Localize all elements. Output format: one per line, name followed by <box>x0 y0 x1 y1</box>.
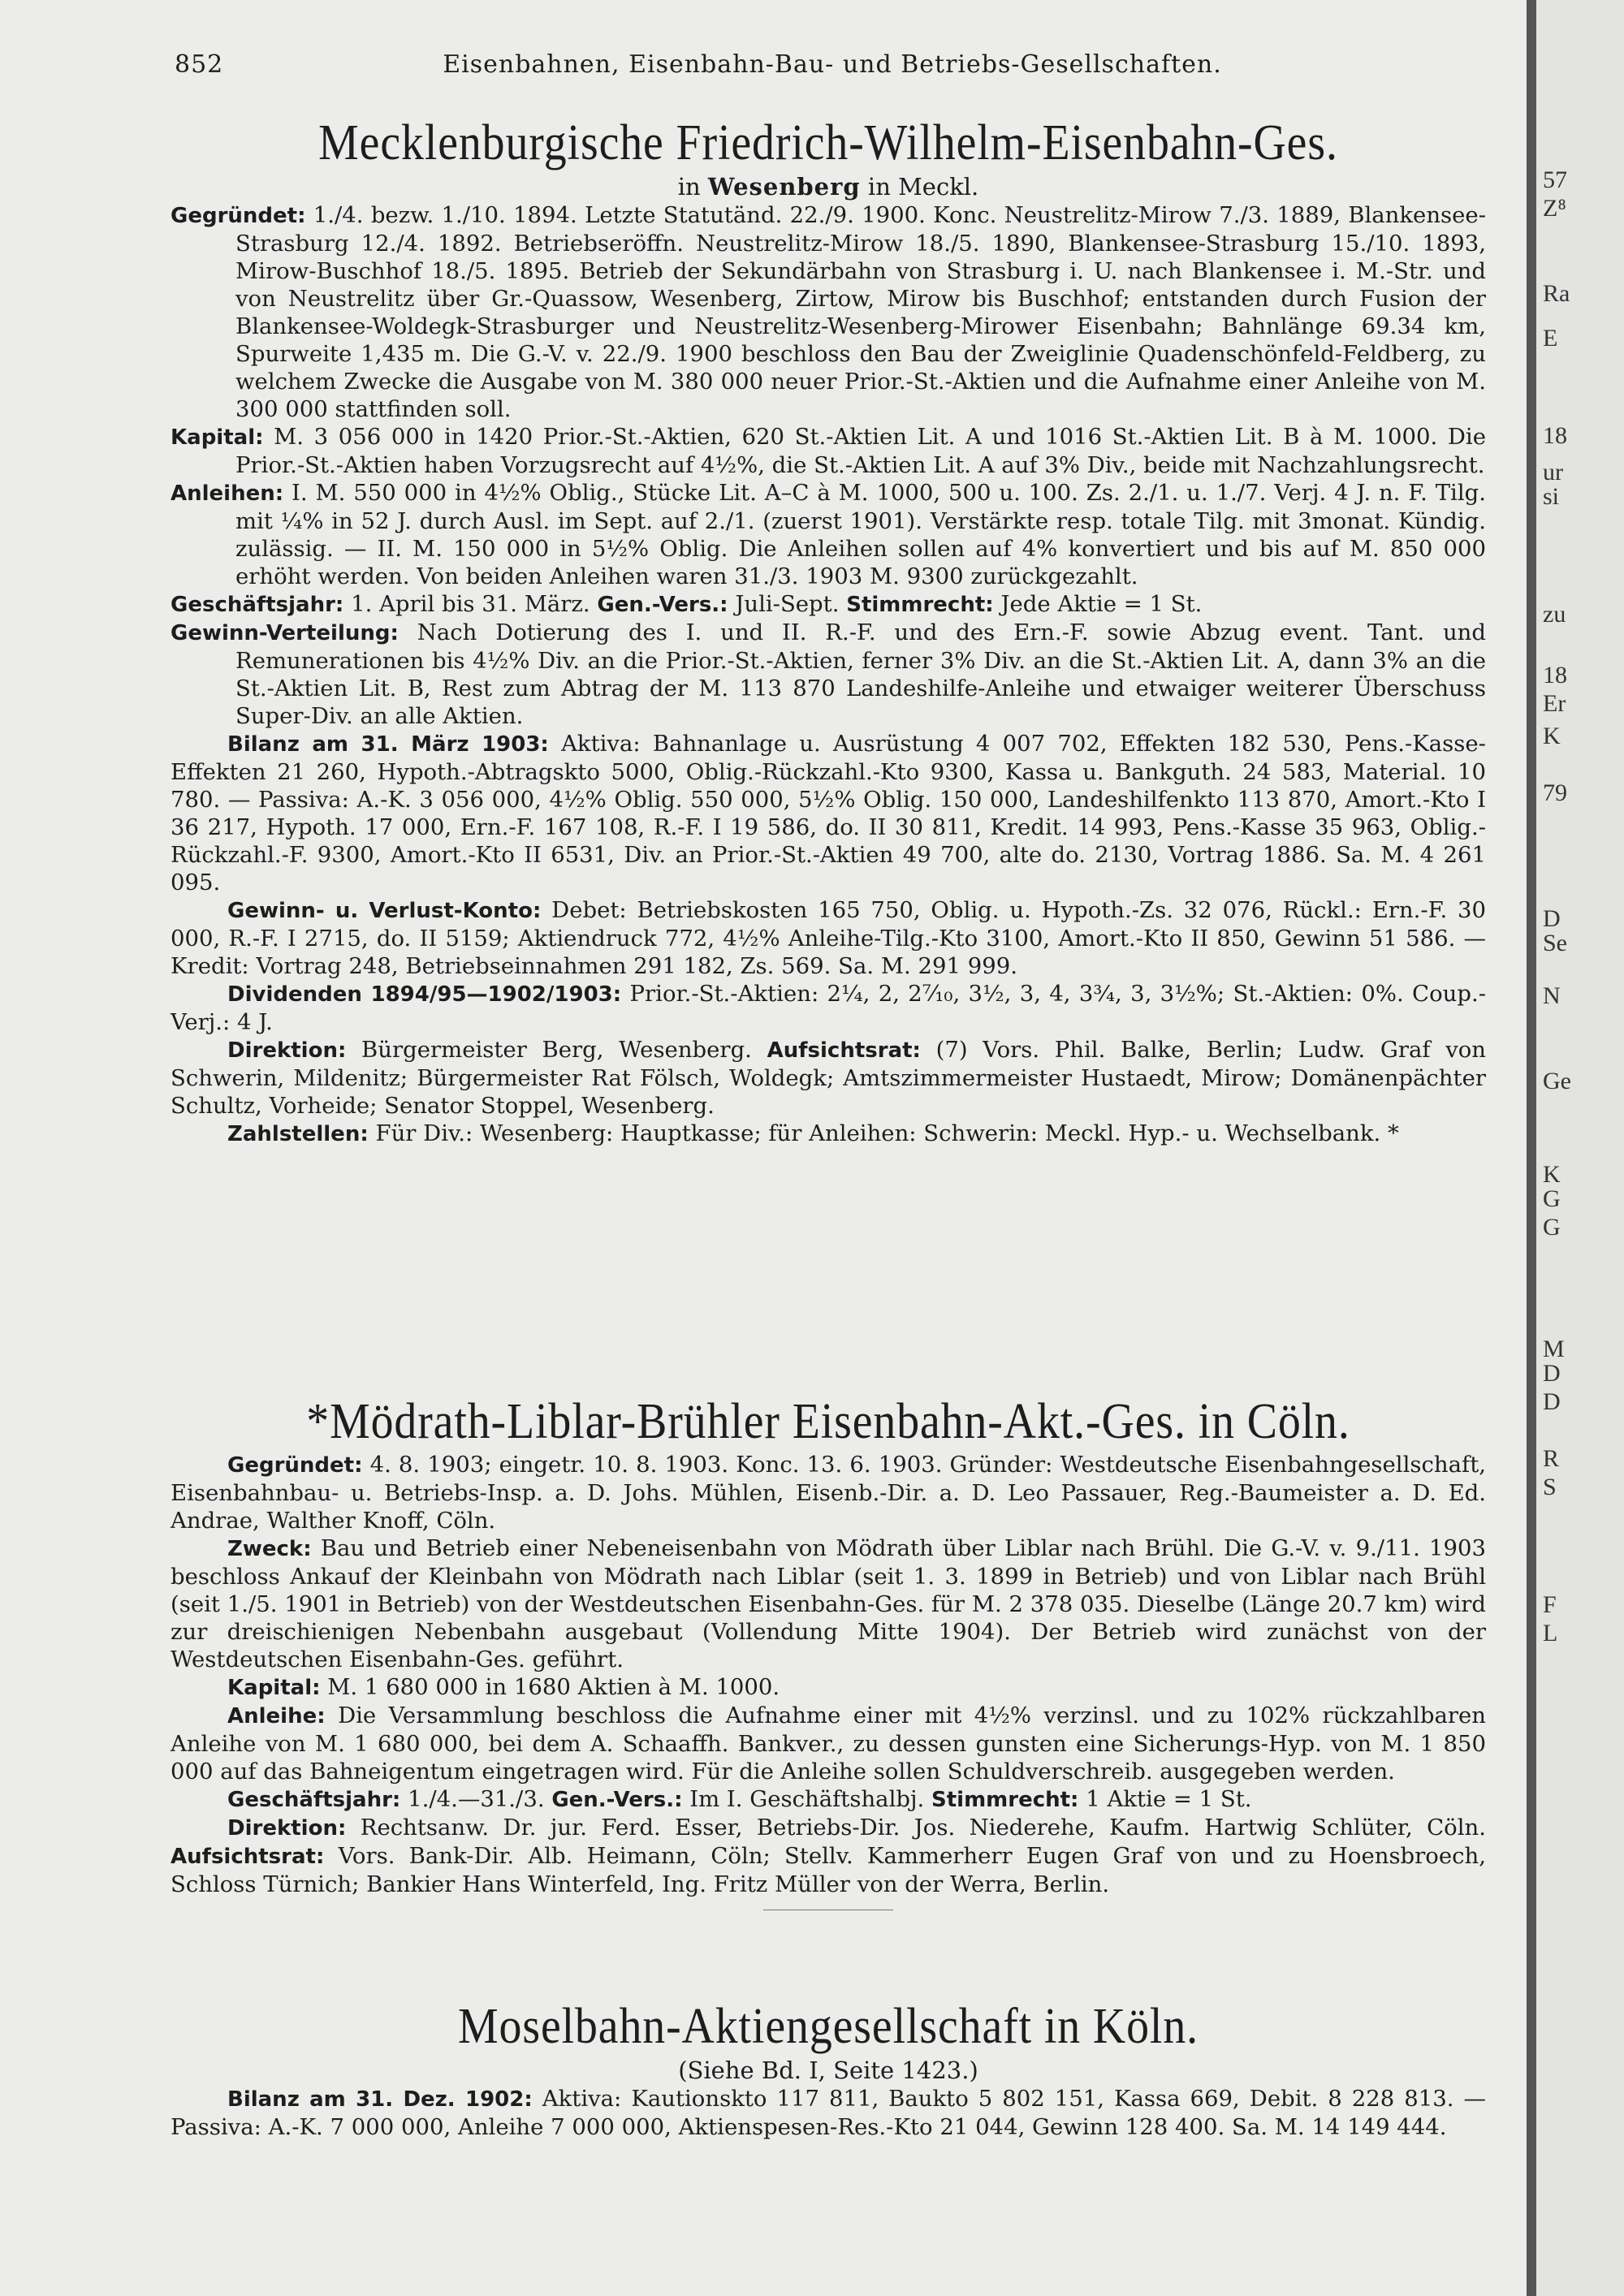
adjacent-page-fragment: Z⁸ <box>1543 195 1566 222</box>
zweck-paragraph: Zweck: Bau und Betrieb einer Nebeneisenbahn von Mödrath über Liblar nach Brühl. Die G.-V. v. 9./11. 1903 beschloss Ankauf der Kleinbahn von Mödrath nach Liblar (seit 1. 3. 1899 in Betrieb) und von Liblar nach Brühl (seit 1./5. 1901 in Betrieb) von der Westdeutschen Eisenbahn-Ges. für M. 2 378 035. Dieselbe (Länge 20.7 km) wird zur dreischienigen Nebenbahn ausgebaut (Vollendung Mitte 1904). Der Betrieb wird zunächst von der Westdeutschen Eisenbahn-Ges. geführt. <box>171 1535 1486 1672</box>
adjacent-page-fragment: G <box>1543 1214 1561 1241</box>
kapital-paragraph: Kapital: M. 3 056 000 in 1420 Prior.-St.-Aktien, 620 St.-Aktien Lit. A und 1016 St.-Aktien Lit. B à M. 1000. Die Prior.-St.-Aktien haben Vorzugsrecht auf 4½%, die St.-Aktien Lit. A auf 3% Div., beide mit Nachzahlungsrecht. <box>171 424 1486 478</box>
adjacent-page-fragment: F <box>1543 1591 1557 1618</box>
direktion-paragraph: Direktion: Rechtsanw. Dr. jur. Ferd. Esser, Betriebs-Dir. Jos. Niederehe, Kaufm. Hartwig Schlüter, Cöln. Aufsichtsrat: Vors. Bank-Dir. Alb. Heimann, Cöln; Stellv. Kammerherr Eugen Graf von und zu Hoensbroech, Schloss Türnich; Bankier Hans Winterfeld, Ing. Fritz Müller von der Werra, Berlin. <box>171 1815 1486 1897</box>
adjacent-page-fragment: Ge <box>1543 1068 1571 1094</box>
adjacent-page-fragment: Se <box>1543 930 1567 956</box>
adjacent-page-fragment: K <box>1543 723 1561 749</box>
geschaeftsjahr-paragraph: Geschäftsjahr: 1./4.—31./3. Gen.-Vers.: Im I. Geschäftshalbj. Stimmrecht: 1 Aktie = 1 St. <box>227 1786 1252 1812</box>
entry-location: in Wesenberg in Meckl. <box>677 173 979 201</box>
geschaeftsjahr-paragraph: Geschäftsjahr: 1. April bis 31. März. Gen.-Vers.: Juli-Sept. Stimmrecht: Jede Aktie = 1 St. <box>171 591 1203 617</box>
page-number: 852 <box>175 50 224 79</box>
adjacent-page-fragment: S <box>1543 1474 1557 1500</box>
adjacent-page-fragment: zu <box>1543 601 1566 628</box>
kapital-paragraph: Kapital: M. 1 680 000 in 1680 Aktien à M. 1000. <box>227 1674 780 1700</box>
page-gutter <box>1527 0 1536 2296</box>
anleihen-paragraph: Anleihen: I. M. 550 000 in 4½% Oblig., Stücke Lit. A–C à M. 1000, 500 u. 100. Zs. 2./1. u. 1./7. Verj. 4 J. n. F. Tilg. mit ¼% in 52 J. durch Ausl. im Sept. auf 2./1. (zuerst 1901). Verstärkte resp. totale Tilg. mit 3monat. Kündig. zulässig. — II. M. 150 000 in 5½% Oblig. Die Anleihen sollen auf 4% konvertiert und bis auf M. 850 000 erhöht werden. Von beiden Anleihen waren 31./3. 1903 M. 9300 zurückgezahlt. <box>171 480 1486 589</box>
adjacent-page-fragment: D <box>1543 905 1561 932</box>
gegruendet-paragraph: Gegründet: 1./4. bezw. 1./10. 1894. Letzte Statutänd. 22./9. 1900. Konc. Neustrelitz-Mirow 7./3. 1889, Blankensee-Strasburg 12./4. 1892. Betriebseröffn. Neustrelitz-Mirow 18./5. 1890, Blankensee-Strasburg 15./10. 1893, Mirow-Buschhof 18./5. 1895. Betrieb der Sekundärbahn von Strasburg i. U. nach Blankensee i. M.-Str. und von Neustrelitz über Gr.-Quassow, Wesenberg, Zirtow, Mirow bis Buschhof; entstanden durch Fusion der Blankensee-Woldegk-Strasburger und Neustrelitz-Wesenberg-Mirower Eisenbahn; Bahnlänge 69.34 km, Spurweite 1,435 m. Die G.-V. v. 22./9. 1900 beschloss den Bau der Zweiglinie Quadenschönfeld-Feldberg, zu welchem Zwecke die Ausgabe von M. 380 000 neuer Prior.-St.-Aktien und die Aufnahme einer Anleihe von M. 300 000 stattfinden soll. <box>171 202 1486 422</box>
gewinn-verlust-paragraph: Gewinn- u. Verlust-Konto: Debet: Betriebskosten 165 750, Oblig. u. Hypoth.-Zs. 32 076, Rückl.: Ern.-F. 30 000, R.-F. I 2715, do. II 5159; Aktiendruck 772, 4½% Anleihe-Tilg.-Kto 3100, Amort.-Kto II 850, Gewinn 51 586. — Kredit: Vortrag 248, Betriebseinnahmen 291 182, Zs. 569. Sa. M. 291 999. <box>171 897 1487 979</box>
location-name: Wesenberg <box>707 173 861 201</box>
entry-moedrath <box>171 1392 1486 1922</box>
adjacent-page-fragment: ur <box>1543 459 1563 486</box>
bilanz-paragraph: Bilanz am 31. Dez. 1902: Aktiva: Kautionskto 117 811, Baukto 5 802 151, Kassa 669, Debit. 8 228 813. — Passiva: A.-K. 7 000 000, Anleihe 7 000 000, Aktienspesen-Res.-Kto 21 044, Gewinn 128 400. Sa. M. 14 149 444. <box>171 2086 1486 2140</box>
direktion-paragraph: Direktion: Bürgermeister Berg, Wesenberg. Aufsichtsrat: (7) Vors. Phil. Balke, Berlin; Ludw. Graf von Schwerin, Mildenitz; Bürgermeister Rat Fölsch, Woldegk; Amtszimmermeister Hustaedt, Mirow; Domänenpächter Schultz, Vorheide; Senator Stoppel, Wesenberg. <box>171 1037 1487 1119</box>
adjacent-page-fragment: Er <box>1543 690 1566 717</box>
running-title: Eisenbahnen, Eisenbahn-Bau- und Betriebs-Gesellschaften. <box>443 50 1222 79</box>
adjacent-page-fragment: R <box>1543 1445 1560 1472</box>
adjacent-page-fragment: Ra <box>1543 280 1570 307</box>
cross-reference: (Siehe Bd. I, Seite 1423.) <box>678 2056 978 2084</box>
adjacent-page-fragment: K <box>1543 1161 1561 1188</box>
adjacent-page-fragment: 18 <box>1543 422 1567 449</box>
adjacent-page-fragment: 18 <box>1543 662 1567 688</box>
adjacent-page-fragment: G <box>1543 1185 1561 1212</box>
adjacent-page-fragment: M <box>1543 1336 1565 1362</box>
entry-title: Moselbahn-Aktiengesellschaft in Köln. <box>458 1999 1199 2054</box>
adjacent-page-fragment: si <box>1543 483 1560 510</box>
entry-moselbahn <box>171 1997 1486 2141</box>
adjacent-page-fragment: L <box>1543 1620 1558 1646</box>
adjacent-page-fragment: N <box>1543 982 1561 1009</box>
gewinn-verteilung-paragraph: Gewinn-Verteilung: Nach Dotierung des I. und II. R.-F. und des Ern.-F. sowie Abzug event. Tant. und Remunerationen bis 4½% Div. an die Prior.-St.-Aktien, ferner 3% Div. an die St.-Aktien Lit. A, dann 3% an die St.-Aktien Lit. B, Rest zum Abtrag der M. 113 870 Landeshilfe-Anleihe und etwaiger weiterer Überschuss Super-Div. an alle Aktien. <box>171 619 1486 729</box>
adjacent-page-fragment: D <box>1543 1360 1561 1387</box>
anleihe-paragraph: Anleihe: Die Versammlung beschloss die Aufnahme einer mit 4½% verzinsl. und zu 102% rückzahlbaren Anleihe von M. 1 680 000, bei dem A. Schaaffh. Bankver., zu dessen gunsten eine Sicherungs-Hyp. von M. 1 850 000 auf das Bahneigentum eingetragen wird. Für die Anleihe sollen Schuldverschreib. ausgegeben werden. <box>171 1703 1486 1785</box>
entry-title: Mecklenburgische Friedrich-Wilhelm-Eisenbahn-Ges. <box>318 115 1338 170</box>
entry-title: *Mödrath-Liblar-Brühler Eisenbahn-Akt.-Ges. in Cöln. <box>306 1394 1350 1449</box>
page-header <box>175 50 1490 83</box>
bilanz-paragraph: Bilanz am 31. März 1903: Aktiva: Bahnanlage u. Ausrüstung 4 007 702, Effekten 182 530, Pens.-Kasse-Effekten 21 260, Hypoth.-Abtragskto 5000, Oblig.-Rückzahl.-Kto 9300, Kassa u. Bankguth. 24 583, Material. 10 780. — Passiva: A.-K. 3 056 000, 4½% Oblig. 550 000, 5½% Oblig. 150 000, Landeshilfenkto 113 870, Amort.-Kto I 36 217, Hypoth. 17 000, Ern.-F. 167 108, R.-F. I 19 586, do. II 30 811, Kredit. 14 993, Pens.-Kasse 35 963, Oblig.-Rückzahl.-F. 9300, Amort.-Kto II 6531, Div. an Prior.-St.-Aktien 49 700, alte do. 2130, Vortrag 1886. Sa. M. 4 261 095. <box>171 731 1486 896</box>
adjacent-page-fragment: 79 <box>1543 779 1567 806</box>
adjacent-page-edge <box>1536 0 1624 2296</box>
adjacent-page-fragment: 57 <box>1543 166 1567 193</box>
entry-mecklenburg <box>171 114 1486 1148</box>
adjacent-page-fragment: E <box>1543 325 1558 352</box>
zahlstellen-paragraph: Zahlstellen: Für Div.: Wesenberg: Hauptkasse; für Anleihen: Schwerin: Meckl. Hyp.- u. Wechselbank. * <box>227 1120 1399 1146</box>
dividenden-paragraph: Dividenden 1894/95—1902/1903: Prior.-St.-Aktien: 2¼, 2, 2⁷⁄₁₀, 3½, 3, 4, 3¾, 3, 3½%; St.-Aktien: 0%. Coup.-Verj.: 4 J. <box>171 981 1486 1035</box>
adjacent-page-fragment: D <box>1543 1388 1561 1415</box>
gegruendet-paragraph: Gegründet: 4. 8. 1903; eingetr. 10. 8. 1903. Konc. 13. 6. 1903. Gründer: Westdeutsche Eisenbahngesellschaft, Eisenbahnbau- u. Betriebs-Insp. a. D. Johs. Mühlen, Eisenb.-Dir. a. D. Leo Passauer, Reg.-Baumeister a. D. Ed. Andrae, Walther Knoff, Cöln. <box>171 1452 1486 1534</box>
